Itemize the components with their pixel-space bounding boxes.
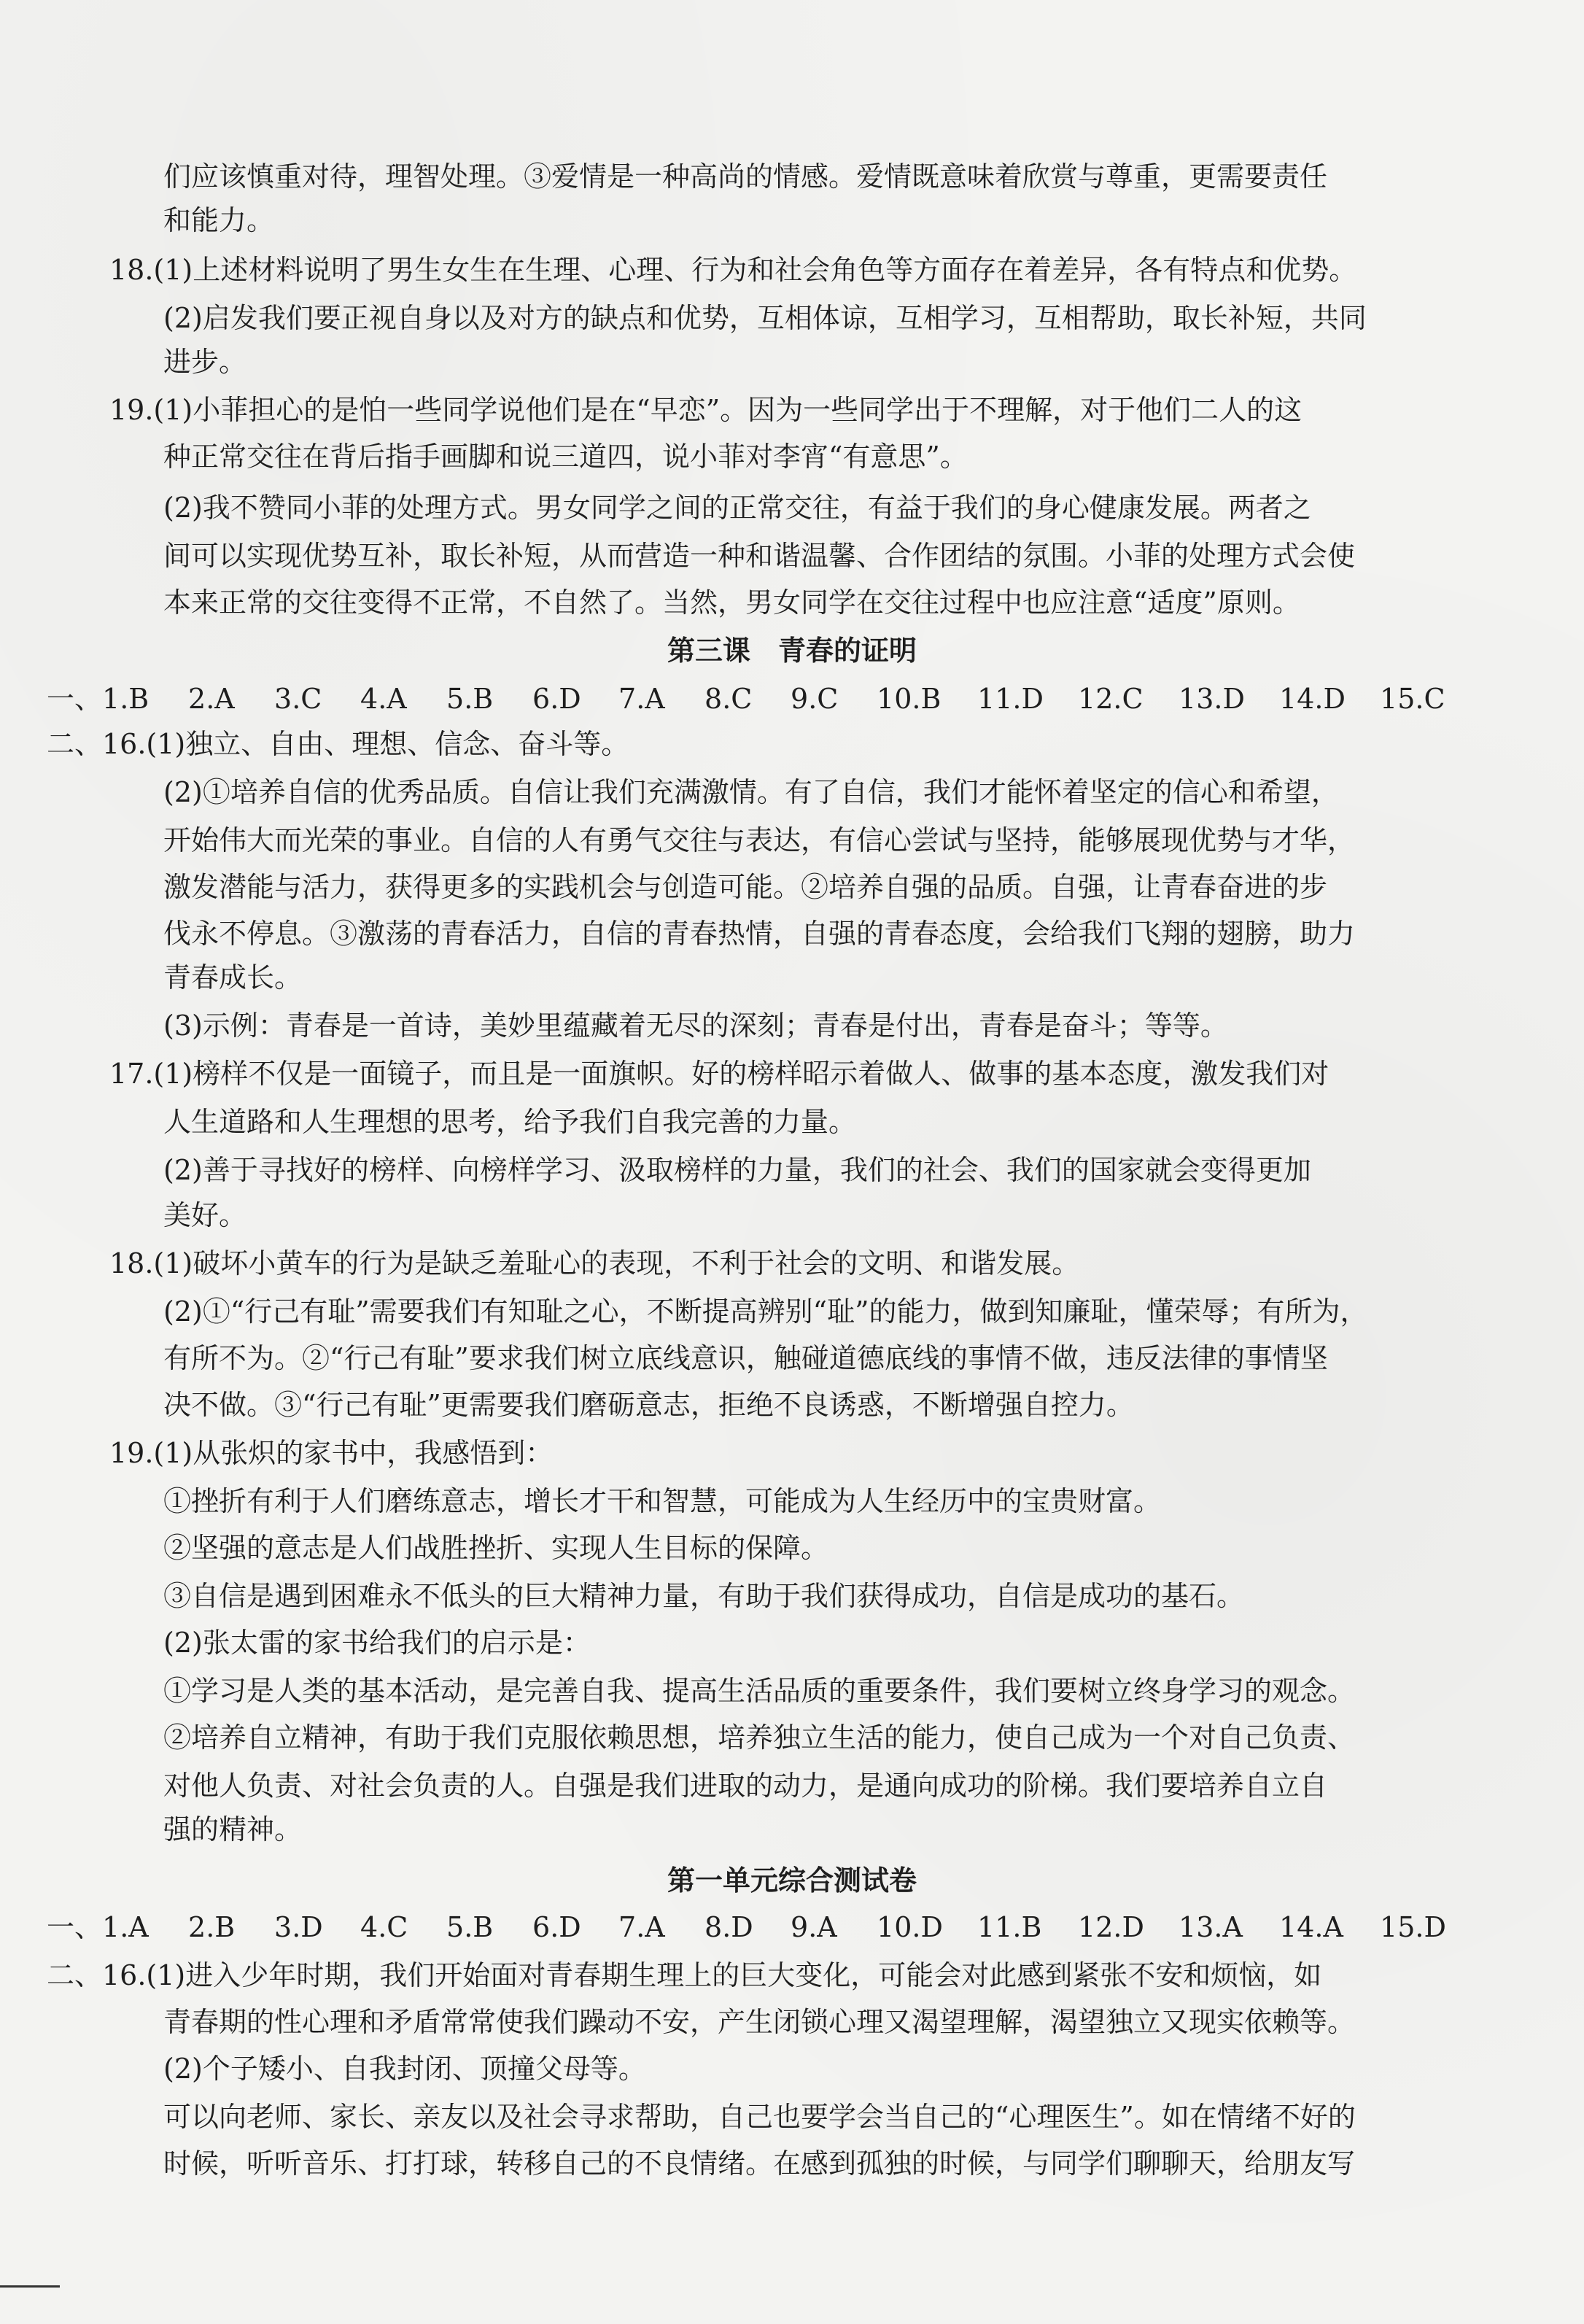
text-line: 19.(1)从张炽的家书中，我感悟到： xyxy=(109,1437,554,1469)
mc-answer: 10.B xyxy=(877,683,942,715)
text-line: (2)张太雷的家书给我们的启示是： xyxy=(163,1627,591,1659)
mc-answer: 12.C xyxy=(1078,683,1144,715)
mc-answer: 13.A xyxy=(1179,1911,1243,1943)
mc-answer: 4.A xyxy=(360,683,407,715)
mc-answer: 3.C xyxy=(274,683,322,715)
text-line: 二、16.(1)独立、自由、理想、信念、奋斗等。 xyxy=(47,728,629,760)
text-line: 本来正常的交往变得不正常，不自然了。当然，男女同学在交往过程中也应注意“适度”原则。 xyxy=(163,586,1300,619)
text-line: 决不做。③“行己有耻”更需要我们磨砺意志，拒绝不良诱惑，不断增强自控力。 xyxy=(163,1389,1134,1421)
mc-answer: 5.B xyxy=(446,683,494,715)
mc-answer: 5.B xyxy=(446,1911,494,1943)
text-line: 人生道路和人生理想的思考，给予我们自我完善的力量。 xyxy=(163,1106,857,1138)
mc-answer: 11.B xyxy=(977,1911,1042,1943)
mc-answer: 3.D xyxy=(274,1911,323,1943)
text-line: 激发潜能与活力，获得更多的实践机会与创造可能。②培养自强的品质。自强，让青春奋进的步 xyxy=(163,871,1328,903)
text-line: ①挫折有利于人们磨练意志，增长才干和智慧，可能成为人生经历中的宝贵财富。 xyxy=(163,1485,1162,1517)
text-line: ②培养自立精神，有助于我们克服依赖思想，培养独立生活的能力，使自己成为一个对自己负责、 xyxy=(163,1721,1356,1754)
text-line: ②坚强的意志是人们战胜挫折、实现人生目标的保障。 xyxy=(163,1532,829,1564)
mc-answer: 6.D xyxy=(532,683,581,715)
text-line: (2)①“行己有耻”需要我们有知耻之心，不断提高辨别“耻”的能力，做到知廉耻，懂荣辱；有所为， xyxy=(163,1295,1368,1328)
text-line: (2)个子矮小、自我封闭、顶撞父母等。 xyxy=(163,2053,646,2085)
section-title: 第三课 青春的证明 xyxy=(667,635,917,667)
text-line: (2)我不赞同小菲的处理方式。男女同学之间的正常交往，有益于我们的身心健康发展。两者之 xyxy=(163,492,1311,524)
mc-answer: 4.C xyxy=(360,1911,408,1943)
text-line: 有所不为。②“行己有耻”要求我们树立底线意识，触碰道德底线的事情不做，违反法律的事情坚 xyxy=(163,1342,1328,1374)
text-line: 强的精神。 xyxy=(163,1813,303,1845)
text-line: (3)示例：青春是一首诗，美妙里蕴藏着无尽的深刻；青春是付出，青春是奋斗；等等。 xyxy=(163,1010,1228,1042)
page-edge-mark xyxy=(0,2285,60,2288)
mc-answer: 1.A xyxy=(102,1911,149,1943)
text-line: 美好。 xyxy=(163,1199,247,1231)
text-line: 时候，听听音乐、打打球，转移自己的不良情绪。在感到孤独的时候，与同学们聊聊天，给朋友写 xyxy=(163,2147,1356,2180)
mc-answer: 1.B xyxy=(102,683,150,715)
mc-answer: 15.C xyxy=(1380,683,1445,715)
text-line: 二、16.(1)进入少年时期，我们开始面对青春期生理上的巨大变化，可能会对此感到紧张不安和烦恼，如 xyxy=(47,1959,1322,1991)
mc-answer: 14.D xyxy=(1279,683,1346,715)
mc-answer: 7.A xyxy=(618,683,665,715)
text-line: 进步。 xyxy=(163,346,247,378)
text-line: 对他人负责、对社会负责的人。自强是我们进取的动力，是通向成功的阶梯。我们要培养自立自 xyxy=(163,1770,1328,1802)
text-line: (2)①培养自信的优秀品质。自信让我们充满激情。有了自信，我们才能怀着坚定的信心和希望， xyxy=(163,776,1339,808)
text-line: 和能力。 xyxy=(163,204,275,236)
mc-answer: 8.D xyxy=(704,1911,753,1943)
text-line: 伐永不停息。③激荡的青春活力，自信的青春热情，自强的青春态度，会给我们飞翔的翅膀，助力 xyxy=(163,918,1356,950)
text-line: 18.(1)破坏小黄车的行为是缺乏羞耻心的表现，不利于社会的文明、和谐发展。 xyxy=(109,1247,1080,1279)
multiple-choice-row xyxy=(47,677,1445,721)
text-line: 青春期的性心理和矛盾常常使我们躁动不安，产生闭锁心理又渴望理解，渴望独立又现实依赖等。 xyxy=(163,2006,1356,2038)
multiple-choice-row xyxy=(47,1905,1446,1949)
mc-answer: 8.C xyxy=(704,683,753,715)
section-title: 第一单元综合测试卷 xyxy=(667,1864,917,1897)
text-line: 17.(1)榜样不仅是一面镜子，而且是一面旗帜。好的榜样昭示着做人、做事的基本态度，激发我们对 xyxy=(109,1058,1329,1090)
mc-answer: 10.D xyxy=(877,1911,943,1943)
mc-answer: 2.B xyxy=(188,1911,236,1943)
text-line: 可以向老师、家长、亲友以及社会寻求帮助，自己也要学会当自己的“心理医生”。如在情绪不好的 xyxy=(163,2101,1356,2133)
text-line: 18.(1)上述材料说明了男生女生在生理、心理、行为和社会角色等方面存在着差异，各有特点和优势。 xyxy=(109,254,1357,286)
mc-answer: 12.D xyxy=(1078,1911,1144,1943)
text-line: 19.(1)小菲担心的是怕一些同学说他们是在“早恋”。因为一些同学出于不理解，对于他们二人的这 xyxy=(109,394,1302,426)
mc-answer: 13.D xyxy=(1179,683,1245,715)
text-line: 们应该慎重对待，理智处理。③爱情是一种高尚的情感。爱情既意味着欣赏与尊重，更需要责任 xyxy=(163,160,1328,193)
mc-answer: 7.A xyxy=(618,1911,665,1943)
text-line: ③自信是遇到困难永不低头的巨大精神力量，有助于我们获得成功，自信是成功的基石。 xyxy=(163,1580,1245,1612)
text-line: ①学习是人类的基本活动，是完善自我、提高生活品质的重要条件，我们要树立终身学习的观念。 xyxy=(163,1675,1356,1707)
text-line: 青春成长。 xyxy=(163,961,303,993)
text-line: 开始伟大而光荣的事业。自信的人有勇气交往与表达，有信心尝试与坚持，能够展现优势与才华， xyxy=(163,824,1356,856)
mc-answer: 2.A xyxy=(188,683,235,715)
mc-answer: 9.A xyxy=(791,1911,837,1943)
mc-answer: 6.D xyxy=(532,1911,581,1943)
mc-answer: 9.C xyxy=(791,683,839,715)
mc-answer: 15.D xyxy=(1380,1911,1446,1943)
text-line: 种正常交往在背后指手画脚和说三道四，说小菲对李宵“有意思”。 xyxy=(163,441,968,473)
text-line: (2)善于寻找好的榜样、向榜样学习、汲取榜样的力量，我们的社会、我们的国家就会变得更加 xyxy=(163,1154,1311,1186)
text-line: (2)启发我们要正视自身以及对方的缺点和优势，互相体谅，互相学习，互相帮助，取长补短，共同 xyxy=(163,302,1367,334)
text-line: 间可以实现优势互补，取长补短，从而营造一种和谐温馨、合作团结的氛围。小菲的处理方式会使 xyxy=(163,540,1356,572)
mc-prefix: 一、 xyxy=(47,683,103,715)
mc-answer: 14.A xyxy=(1279,1911,1343,1943)
mc-prefix: 一、 xyxy=(47,1911,103,1943)
mc-answer: 11.D xyxy=(977,683,1044,715)
